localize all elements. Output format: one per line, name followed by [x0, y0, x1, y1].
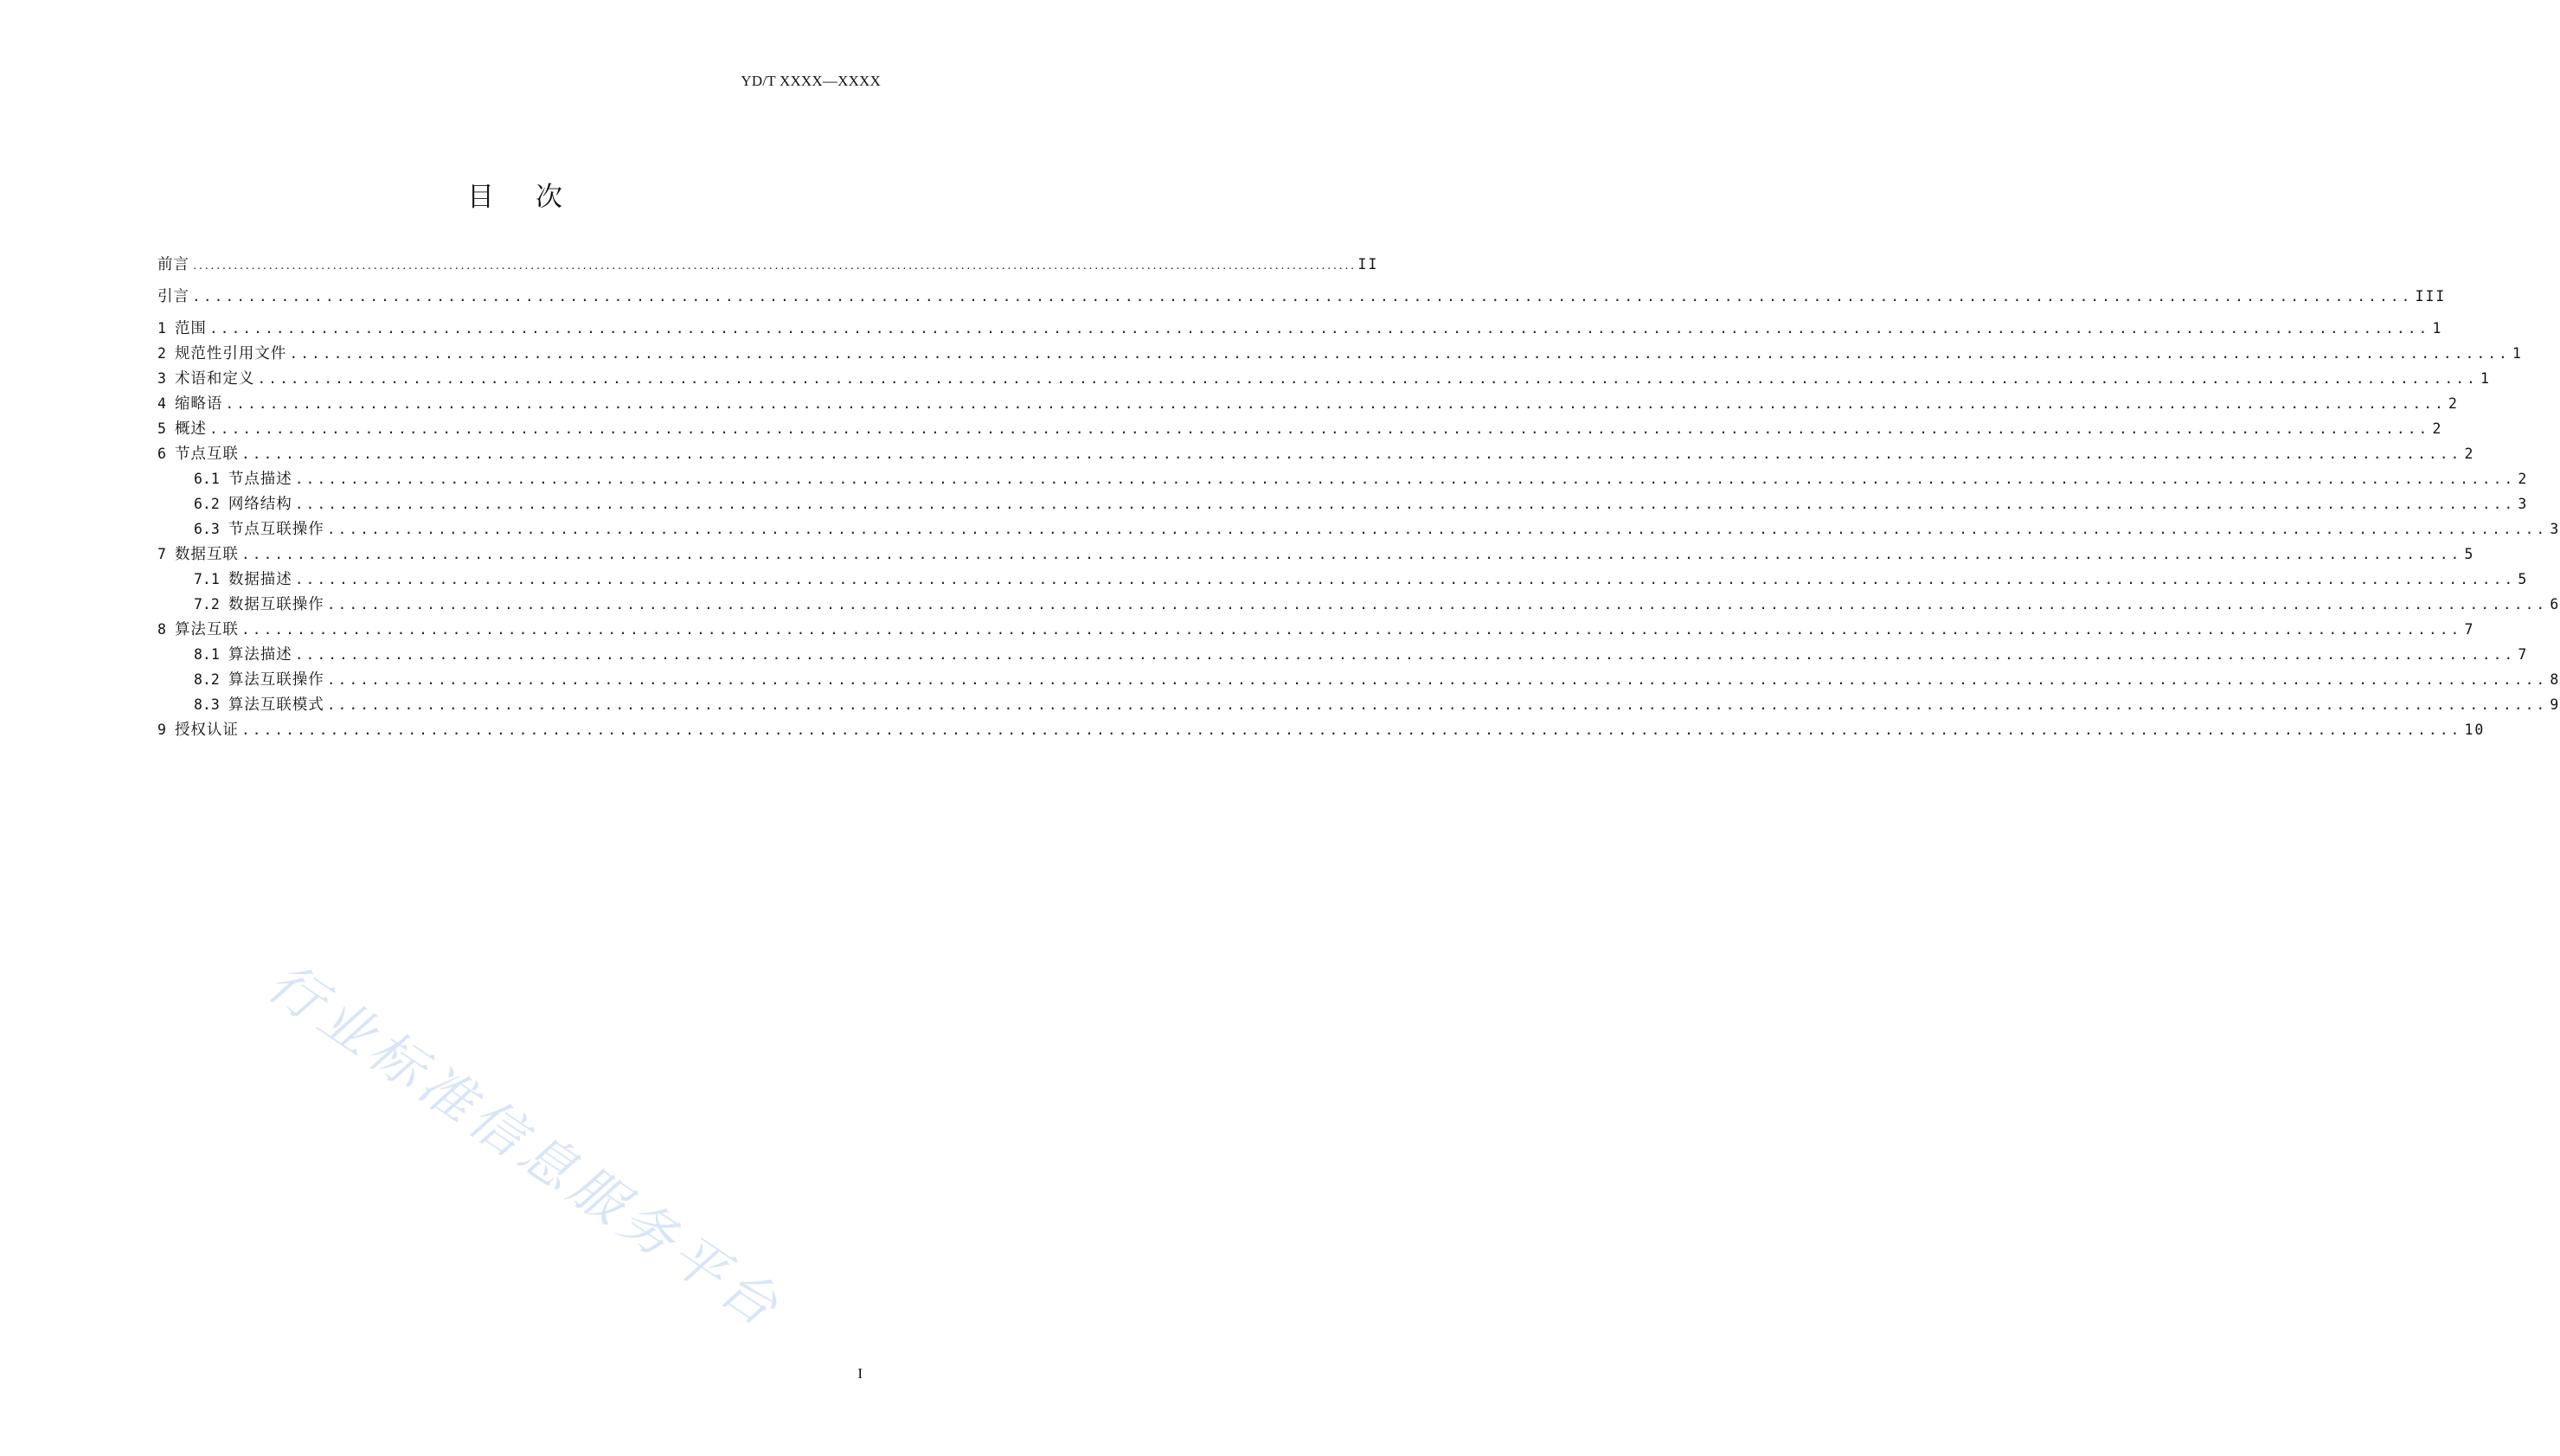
toc-entry[interactable]	[157, 442, 2475, 465]
toc-entry-label	[157, 568, 292, 589]
toc-dot-leader: ........................................................................................................................................................................................................	[294, 471, 2516, 487]
toc-entry[interactable]	[157, 467, 2529, 490]
toc-entry[interactable]	[157, 593, 2560, 615]
toc-entry[interactable]	[157, 342, 2523, 364]
toc-dot-leader: ........................................................................................................................................................................................................	[241, 546, 2462, 562]
toc-dot-leader: ........................................................................................................................................................................................................	[326, 521, 2548, 537]
toc-entry-label	[157, 342, 286, 363]
toc-entry-label	[157, 618, 239, 639]
toc-dot-leader: ........................................................................................................................................................................................................	[294, 646, 2516, 663]
toc-entry-page: 10	[2464, 722, 2486, 738]
toc-entry[interactable]	[157, 517, 2560, 540]
toc-dot-leader: ........................................................................................................................................................................................................	[326, 696, 2548, 713]
toc-dot-leader: ........................................................................................................................................................................................................	[326, 671, 2548, 688]
toc-dot-leader: ........................................................................................................................................................................................................	[241, 621, 2462, 638]
toc-entry-title: 数据互联	[174, 546, 239, 563]
toc-entry-title: 节点互联操作	[228, 521, 324, 538]
toc-entry-title: 授权认证	[174, 722, 239, 739]
toc-entry[interactable]	[157, 643, 2529, 665]
toc-entry-number: 6.1	[194, 471, 220, 487]
toc-entry[interactable]	[157, 668, 2560, 690]
toc-entry-title: 算法描述	[228, 646, 292, 664]
toc-entry-page: 1	[2480, 370, 2491, 387]
toc-entry-number: 4	[157, 395, 166, 412]
toc-entry[interactable]	[157, 392, 2459, 414]
toc-entry[interactable]	[157, 618, 2475, 640]
toc-entry-page: 2	[2448, 395, 2459, 412]
toc-entry-page: III	[2415, 288, 2447, 305]
toc-entry-page: 1	[2432, 320, 2443, 337]
toc-entry-title: 节点互联	[174, 446, 239, 463]
toc-entry-label	[157, 643, 292, 664]
toc-entry-title: 数据描述	[228, 571, 292, 588]
toc-entry-page: 7	[2464, 621, 2475, 638]
toc-entry-number: 7.2	[194, 596, 220, 613]
document-code: YD/T XXXX—XXXX	[741, 73, 881, 89]
toc-entry-title: 网络结构	[228, 496, 292, 513]
toc-entry-number: 6.2	[194, 496, 220, 512]
toc-entry-label	[157, 392, 222, 414]
toc-entry-page: 2	[2518, 471, 2529, 487]
toc-entry-label	[157, 367, 254, 388]
toc-entry-title: 算法互联模式	[228, 696, 324, 714]
toc-dot-leader: ........................................................................................................................................................................................................	[209, 420, 2430, 437]
toc-entry-title: 范围	[174, 320, 207, 337]
toc-entry-number: 3	[157, 370, 166, 387]
toc-entry-number: 5	[157, 420, 166, 437]
toc-entry[interactable]	[157, 693, 2560, 715]
toc-entry-title: 概述	[174, 420, 207, 438]
toc-entry-label	[157, 442, 239, 464]
toc-entry-page: 5	[2464, 546, 2475, 562]
toc-entry-number: 2	[157, 345, 166, 362]
toc-entry-title: 数据互联操作	[228, 596, 324, 613]
toc-entry-title: 术语和定义	[174, 370, 255, 388]
toc-entry-number: 6	[157, 446, 166, 462]
toc-dot-leader: ........................................................................................................................................................................................................	[241, 722, 2462, 738]
toc-dot-leader: ........................................................................................................................................................................................................	[192, 288, 2413, 305]
toc-dot-leader: ........................................................................................................................................................................................................	[241, 446, 2462, 462]
toc-dot-leader: ........................................................................................................................................................................................................	[225, 395, 2446, 412]
toc-entry[interactable]	[157, 492, 2529, 515]
toc-entry-number: 1	[157, 320, 166, 337]
toc-entry-page: 3	[2550, 521, 2560, 537]
toc-dot-leader: ........................................................................................................................................................................................................	[209, 320, 2430, 337]
toc-entry[interactable]	[157, 417, 2443, 439]
toc-entry-label	[157, 517, 324, 539]
toc-entry-number: 8.3	[194, 696, 220, 713]
toc-entry[interactable]	[157, 568, 2529, 590]
toc-dot-leader: ........................................................................................................................................................................................................	[294, 496, 2516, 512]
toc-entry-label	[157, 593, 324, 614]
toc-entry-title: 引言	[157, 288, 189, 305]
toc-entry-page: 2	[2432, 420, 2443, 437]
toc-entry-label	[157, 492, 292, 514]
page-title: 目次	[467, 182, 604, 213]
toc-entry-page: 2	[2464, 446, 2475, 462]
toc-entry-page: II	[1357, 256, 1379, 273]
toc-entry-label	[157, 467, 292, 489]
toc-entry-page: 9	[2550, 696, 2560, 713]
toc-entry-number: 8.2	[194, 671, 220, 688]
toc-entry-title: 节点描述	[228, 471, 292, 488]
toc-entry-number: 8.1	[194, 646, 220, 663]
toc-entry-label	[157, 693, 324, 715]
toc-entry-label	[157, 668, 324, 690]
toc-entry-number: 7.1	[194, 571, 220, 587]
watermark: 行业标准信息服务平台	[256, 950, 794, 1342]
toc-dot-leader: ........................................................................................................................................................................................................	[326, 596, 2548, 613]
toc-entry-page: 7	[2518, 646, 2529, 663]
toc-entry-label	[157, 417, 207, 439]
toc-entry[interactable]	[157, 253, 1379, 275]
toc-entry[interactable]	[157, 367, 2491, 389]
toc-entry-title: 算法互联	[174, 621, 239, 638]
toc-dot-leader: ........................................................................................................................................................................................................	[294, 571, 2516, 587]
toc-entry-label	[157, 718, 239, 740]
toc-entry-page: 8	[2550, 671, 2560, 688]
page-number: I	[857, 1365, 863, 1382]
toc-entry-label	[157, 285, 189, 306]
toc-entry[interactable]	[157, 317, 2443, 339]
toc-dot-leader: ........................................................................................................................................................................................................	[192, 260, 1356, 272]
toc-entry[interactable]	[157, 285, 2447, 307]
toc-entry-label	[157, 253, 189, 274]
toc-entry-title: 规范性引用文件	[174, 345, 287, 362]
toc-entry-number: 8	[157, 621, 166, 638]
toc-entry-number: 9	[157, 722, 166, 738]
toc-entry[interactable]	[157, 718, 2486, 741]
toc-dot-leader: ........................................................................................................................................................................................................	[289, 345, 2510, 362]
toc-entry-label	[157, 542, 239, 564]
toc-entry[interactable]	[157, 542, 2475, 565]
toc-entry-page: 6	[2550, 596, 2560, 613]
toc-entry-title: 前言	[157, 256, 189, 273]
toc-entry-label	[157, 317, 207, 338]
toc-entry-number: 7	[157, 546, 166, 562]
toc-entry-page: 1	[2512, 345, 2523, 362]
toc-entry-number: 6.3	[194, 521, 220, 537]
toc-entry-page: 3	[2518, 496, 2529, 512]
toc-entry-page: 5	[2518, 571, 2529, 587]
toc-dot-leader: ........................................................................................................................................................................................................	[257, 370, 2478, 387]
toc-entry-title: 缩略语	[174, 395, 223, 413]
toc-entry-title: 算法互联操作	[228, 671, 324, 689]
